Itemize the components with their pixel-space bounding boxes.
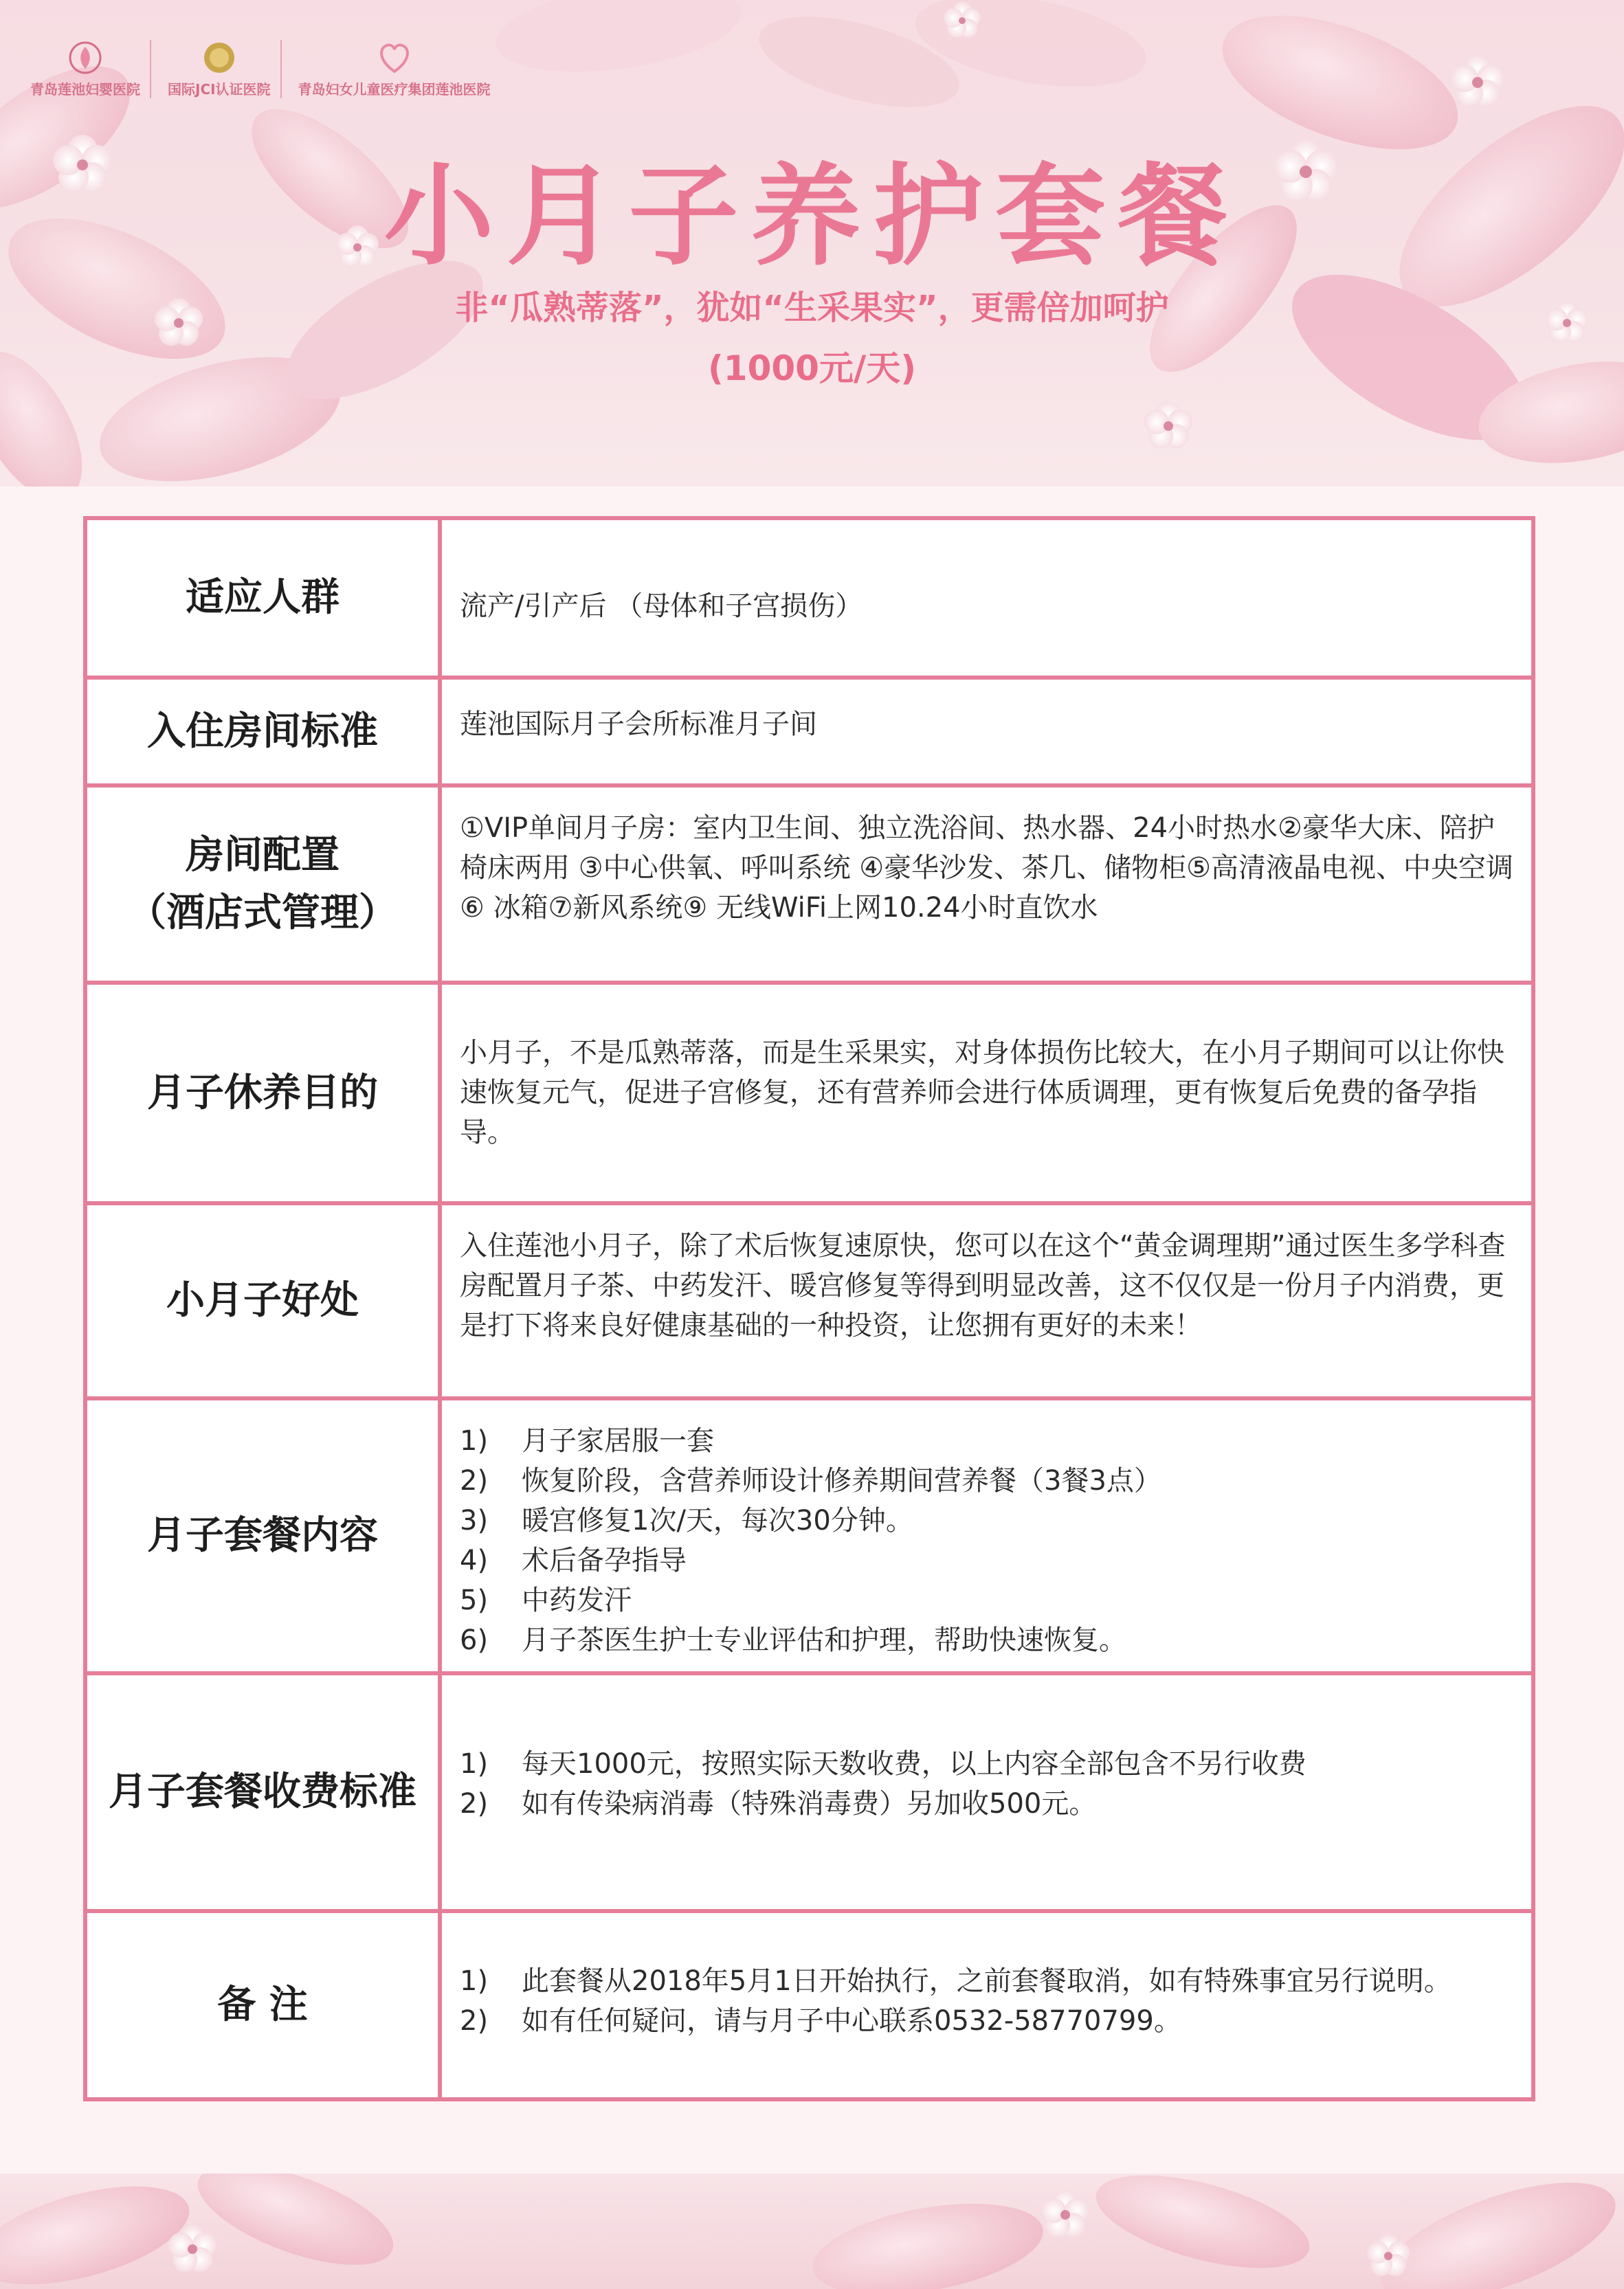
list-item-number: 1) <box>460 1425 489 1457</box>
table-row <box>87 985 1531 1205</box>
row-label-remarks: 备 注 <box>87 1913 442 2097</box>
list-item <box>460 1620 1513 1660</box>
list-item-number: 1) <box>460 1965 489 1997</box>
floral-decoration <box>0 2174 1624 2289</box>
row-label-room-config-line1: 房间配置 <box>186 832 340 878</box>
row-value-room-config: ①VIP单间月子房：室内卫生间、独立洗浴间、热水器、24小时热水②豪华大床、陪护椅床两用 ③中心供氧、呼叫系统 ④豪华沙发、茶几、储物柜⑤高清液晶电视、中央空调⑥ 冰箱⑦新风系统⑨ 无线WiFi上网10.24小时直饮水 <box>460 812 1514 924</box>
logo-jci <box>158 40 282 98</box>
row-value-remarks <box>442 1913 1531 2097</box>
list-item-number: 2) <box>460 1788 489 1820</box>
page-subtitle: 非“瓜熟蒂落”，犹如“生采果实”，更需倍加呵护 <box>455 289 1169 327</box>
row-value-benefits: 入住莲池小月子，除了术后恢复速原快，您可以在这个“黄金调理期”通过医生多学科查房配置月子茶、中药发汗、暖宫修复等得到明显改善，这不仅仅是一份月子内消费，更是打下将来良好健康基础的一种投资，让您拥有更好的未来！ <box>460 1230 1506 1341</box>
list-item-text: 如有任何疑问，请与月子中心联系0532-58770799。 <box>522 2005 1181 2037</box>
price-tag: (1000元/天) <box>707 348 917 388</box>
list-item <box>460 1784 1513 1824</box>
list-item <box>460 1961 1513 2001</box>
list-item-number: 5) <box>460 1585 489 1616</box>
row-value-package-contents <box>442 1400 1531 1671</box>
list-item <box>460 2001 1513 2041</box>
remarks-list <box>460 1961 1513 2041</box>
list-item-text: 此套餐从2018年5月1日开始执行，之前套餐取消，如有特殊事宜另行说明。 <box>522 1965 1451 1997</box>
footer-floral-band <box>0 2174 1624 2289</box>
row-label-room-standard: 入住房间标准 <box>87 680 442 783</box>
list-item-text: 术后备孕指导 <box>522 1545 687 1576</box>
list-item-text: 中药发汗 <box>522 1585 632 1616</box>
row-label-fee-standard: 月子套餐收费标准 <box>87 1675 442 1909</box>
list-item <box>460 1541 1513 1581</box>
row-label-target-group: 适应人群 <box>87 520 442 675</box>
list-item-text: 恢复阶段，含营养师设计修养期间营养餐（3餐3点） <box>522 1465 1161 1497</box>
list-item <box>460 1744 1513 1784</box>
list-item-number: 4) <box>460 1545 489 1576</box>
table-row <box>87 680 1531 788</box>
row-value-room-standard: 莲池国际月子会所标准月子间 <box>460 708 817 740</box>
package-table <box>83 516 1535 2101</box>
row-label-room-config-line2: （酒店式管理） <box>128 890 397 935</box>
logo-strip <box>21 34 491 103</box>
list-item-text: 月子家居服一套 <box>522 1425 714 1457</box>
list-item-text: 月子茶医生护士专业评估和护理，帮助快速恢复。 <box>522 1624 1126 1656</box>
row-label-package-contents: 月子套餐内容 <box>87 1400 442 1671</box>
table-row <box>87 1913 1531 2097</box>
page-title: 小月子养护套餐 <box>383 152 1241 280</box>
list-item <box>460 1461 1513 1501</box>
row-value-target-group: 流产/引产后 （母体和子宫损伤） <box>460 590 863 622</box>
list-item-text: 每天1000元，按照实际天数收费，以上内容全部包含不另行收费 <box>522 1748 1306 1780</box>
logo-group-text: 青岛妇女儿童医疗集团莲池医院 <box>298 80 491 98</box>
table-row <box>87 1205 1531 1400</box>
logo-lianchi <box>21 40 151 98</box>
package-contents-list <box>460 1421 1513 1660</box>
list-item-text: 如有传染病消毒（特殊消毒费）另加收500元。 <box>522 1788 1097 1820</box>
row-value-purpose: 小月子，不是瓜熟蒂落，而是生采果实，对身体损伤比较大，在小月子期间可以让你快速恢复元气，促进子宫修复，还有营养师会进行体质调理，更有恢复后免费的备孕指导。 <box>460 1037 1504 1148</box>
list-item <box>460 1501 1513 1541</box>
jci-seal-icon <box>198 40 241 76</box>
lotus-logo-icon <box>64 40 107 76</box>
logo-lianchi-text: 青岛莲池妇婴医院 <box>30 80 140 98</box>
list-item-text: 暖宫修复1次/天，每次30分钟。 <box>522 1505 913 1537</box>
table-row <box>87 1400 1531 1675</box>
list-item-number: 2) <box>460 1465 489 1497</box>
row-label-room-config <box>87 788 442 981</box>
list-item <box>460 1421 1513 1461</box>
row-label-purpose: 月子休养目的 <box>87 985 442 1201</box>
header-banner <box>0 0 1624 487</box>
list-item-number: 1) <box>460 1748 489 1780</box>
table-row <box>87 1675 1531 1913</box>
fee-list <box>460 1744 1513 1824</box>
table-row <box>87 520 1531 680</box>
list-item-number: 2) <box>460 2005 489 2037</box>
list-item-number: 3) <box>460 1505 489 1537</box>
row-value-fee-standard <box>442 1675 1531 1909</box>
list-item <box>460 1581 1513 1620</box>
logo-jci-text: 国际JCI认证医院 <box>168 80 271 98</box>
list-item-number: 6) <box>460 1624 489 1656</box>
table-row <box>87 788 1531 985</box>
heart-logo-icon <box>373 40 416 76</box>
logo-group <box>289 40 500 98</box>
row-label-benefits: 小月子好处 <box>87 1205 442 1396</box>
